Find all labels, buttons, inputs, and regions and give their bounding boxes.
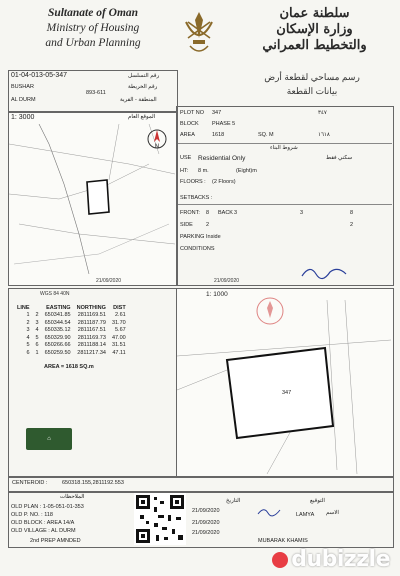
use-value: Residential Only <box>198 155 246 162</box>
cell: 3 <box>35 319 39 326</box>
ministry-name-english <box>8 6 178 51</box>
cell: 2811169.73 <box>77 334 106 341</box>
back-label: BACK <box>218 210 233 216</box>
setbacks-label: SETBACKS : <box>180 195 213 201</box>
coordinates-table <box>14 304 129 357</box>
plot-id: 01-04-013-05-347 <box>11 72 68 79</box>
general-site-ar: الموقع العام <box>128 114 156 120</box>
table-header <box>14 304 129 312</box>
table-row <box>14 350 129 358</box>
cell: 2811169.51 <box>77 312 106 318</box>
cell: 47.00 <box>111 334 126 341</box>
old-plot: OLD P. NO. : 118 <box>11 512 53 518</box>
qr-code-icon <box>134 493 186 545</box>
block-value: PHASE 5 <box>212 121 236 127</box>
header-en-line3: and Urban Planning <box>45 37 141 49</box>
conditions-label: CONDITIONS <box>180 246 215 252</box>
map-no: 893-611 <box>86 90 106 96</box>
watermark-text: dubizzle <box>291 547 390 572</box>
table-row <box>14 327 129 335</box>
cell: 650335.12 <box>44 327 71 333</box>
table-row <box>14 312 129 320</box>
side-ar-value: 2 <box>350 222 354 228</box>
document-subtitle: بيانات القطعة <box>286 86 338 96</box>
footer-name-ar: الاسم <box>326 510 339 516</box>
side-label: SIDE <box>180 222 193 228</box>
ht-words: (Eight)m <box>236 168 257 174</box>
signature-icon <box>300 262 350 282</box>
conditions-ar: شروط البناء <box>270 145 298 151</box>
detail-scale: 1: 1000 <box>206 291 228 298</box>
cell: 2811188.14 <box>77 342 106 348</box>
front-value: 8 <box>206 210 210 216</box>
emblem-stamp-icon <box>255 296 285 326</box>
table-row <box>14 320 129 328</box>
notes-ar: الملاحظات <box>60 494 85 500</box>
cell: 2811167.51 <box>77 327 106 333</box>
site-scale: 1: 3000 <box>11 114 35 121</box>
cell: 4 <box>35 327 39 333</box>
cell: 1 <box>35 349 39 356</box>
col-line: LINE <box>17 305 30 311</box>
plot-no-ar: ٣٤٧ <box>318 110 327 116</box>
parking-value: Inside <box>206 234 221 240</box>
header-en-line1: Sultanate of Oman <box>47 7 139 19</box>
wilayat: BUSHAR <box>11 84 34 90</box>
old-block: OLD BLOCK : AREA 14/A <box>11 520 75 526</box>
cell: 2 <box>26 319 30 326</box>
old-village: OLD VILLAGE : AL DURM <box>11 528 76 534</box>
front-ar-value: 8 <box>350 210 354 216</box>
footer-name-b: MUBARAK KHAMIS <box>258 538 308 544</box>
area-label: AREA <box>180 132 195 138</box>
footer-date-c: 21/09/2020 <box>192 530 220 536</box>
header-en-line2: Ministry of Housing <box>46 22 140 34</box>
cell: 650266.66 <box>44 342 71 348</box>
ht-label: HT: <box>180 168 189 174</box>
footer-name-a: LAMYA <box>296 512 315 518</box>
area-unit: SQ. M <box>258 132 274 138</box>
use-label: USE <box>180 155 192 161</box>
col-to <box>33 304 42 312</box>
cell: 2811217.34 <box>77 349 106 356</box>
use-ar: سكني فقط <box>326 155 353 161</box>
map-no-ar: رقم الخريطة <box>128 84 158 90</box>
cell: 4 <box>26 334 30 341</box>
cell: 6 <box>35 342 39 348</box>
col-easting: EASTING <box>46 305 71 311</box>
ministry-name-arabic <box>232 6 397 54</box>
block-label: BLOCK <box>180 121 199 127</box>
plot-id-ar: رقم التسلسل <box>128 73 160 79</box>
old-plan: OLD PLAN : 1-05-051-01-353 <box>11 504 84 510</box>
cell: 5 <box>35 334 39 341</box>
region-ar: المنطقة - القرية <box>120 97 157 103</box>
datum: WGS 84 40N <box>40 291 70 297</box>
cell: 47.11 <box>112 349 126 356</box>
cell: 3 <box>26 327 30 333</box>
col-northing: NORTHING <box>76 305 106 311</box>
cell: 2 <box>35 312 39 318</box>
footer-date-ar: التاريخ <box>226 498 241 504</box>
divider <box>178 204 392 205</box>
header-ar-line2: وزارة الإسكان <box>276 22 353 37</box>
oman-emblem-icon <box>180 8 218 60</box>
footer-date-a: 21/09/2020 <box>192 508 220 514</box>
centroid-value: 650318.155,2811192.553 <box>62 480 124 486</box>
plot-no: 347 <box>212 110 222 116</box>
cell: 650259.50 <box>44 349 71 356</box>
document-title: رسم مساحي لقطعة أرض <box>264 72 360 82</box>
table-row <box>14 335 129 343</box>
area-total: AREA = 1618 SQ.m <box>44 364 94 370</box>
cell: 650329.90 <box>44 334 71 341</box>
cell: 650341.85 <box>44 312 71 318</box>
dubizzle-watermark <box>272 547 390 572</box>
cell: 2811187.79 <box>77 319 106 326</box>
cell: 6 <box>26 349 30 356</box>
cell: 1 <box>26 312 30 318</box>
svg-text:N: N <box>154 144 160 150</box>
plot-detail-drawing <box>177 300 391 474</box>
footer-date-b: 21/09/2020 <box>192 520 220 526</box>
header-ar-line1: سلطنة عمان <box>279 6 350 21</box>
mhup-logo-icon: ⌂ <box>26 428 72 450</box>
plot-no-label: PLOT NO <box>180 110 205 116</box>
footer-sig-ar: التوقيع <box>310 498 325 504</box>
area-value: 1618 <box>212 132 225 138</box>
cell: 31.51 <box>111 342 126 348</box>
parking-label: PARKING <box>180 234 205 240</box>
north-arrow-icon <box>146 128 168 150</box>
region: AL DURM <box>11 97 36 103</box>
area-ar: ١٦١٨ <box>318 132 330 138</box>
side-value: 2 <box>206 222 210 228</box>
cell: 2.61 <box>114 312 126 318</box>
floors-value: (2 Floors) <box>212 179 236 185</box>
header-ar-line3: والتخطيط العمراني <box>262 38 367 53</box>
front-label: FRONT: <box>180 210 200 216</box>
col-dist: DIST <box>113 305 126 311</box>
table-row <box>14 342 129 350</box>
floors-label: FLOORS : <box>180 179 206 185</box>
cell: 31.70 <box>111 319 126 326</box>
ht-value: 8 m. <box>198 168 209 174</box>
divider <box>178 143 392 144</box>
plot-number-on-map: 347 <box>282 390 292 396</box>
plot-date: 21/09/2020 <box>214 278 240 284</box>
cell: 5.67 <box>114 327 126 333</box>
back-ar-value: 3 <box>300 210 304 216</box>
dubizzle-logo-icon <box>272 552 288 568</box>
centroid-label: CENTEROID : <box>12 480 48 486</box>
prep-note: 2nd PREP AMNDED <box>30 538 81 544</box>
back-value: 3 <box>234 210 238 216</box>
footer-signature-icon <box>256 504 286 518</box>
cell: 5 <box>26 342 30 348</box>
site-date: 21/09/2020 <box>96 278 122 284</box>
cell: 650344.54 <box>44 319 71 326</box>
